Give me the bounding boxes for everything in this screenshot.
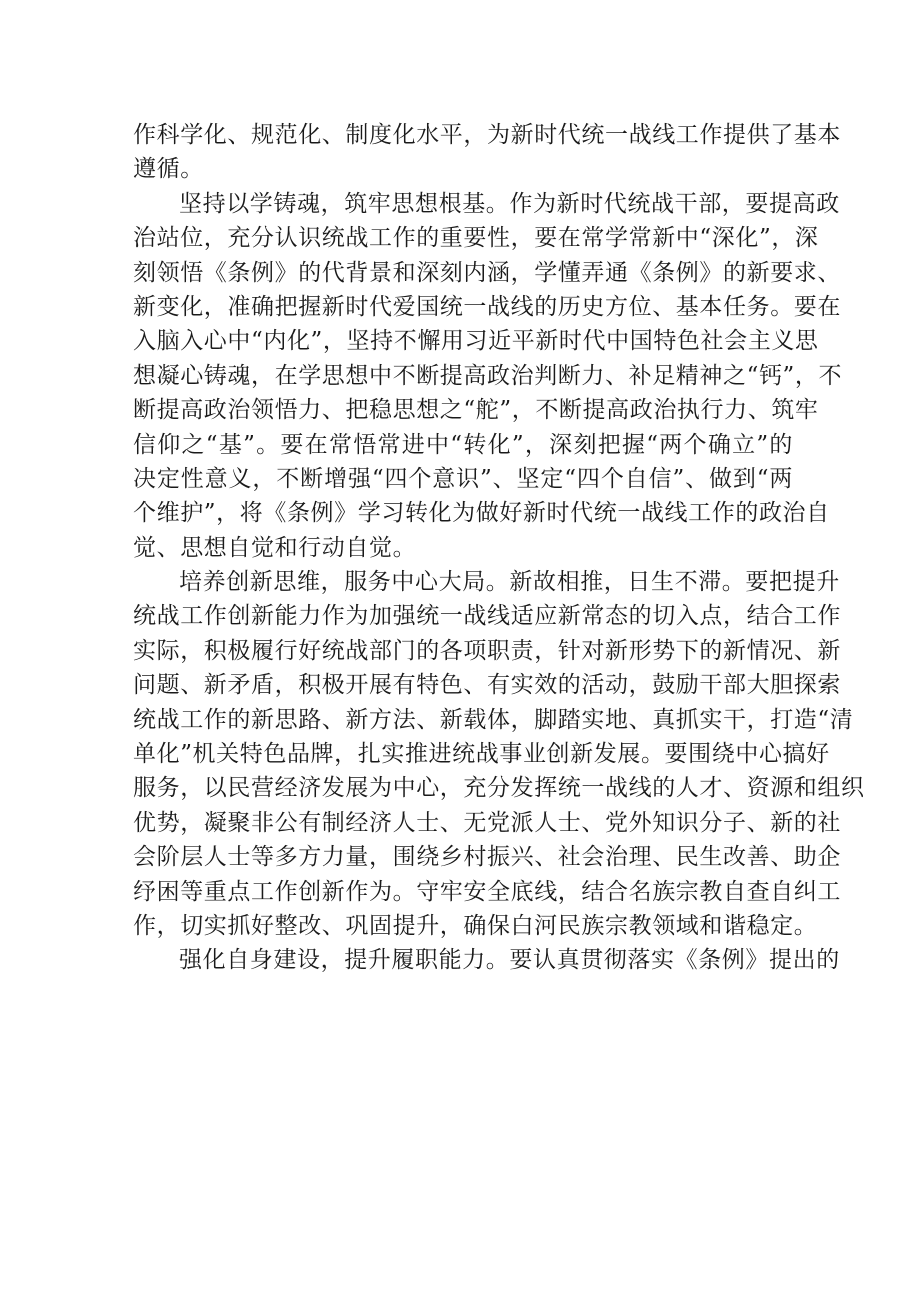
text-line: 纾困等重点工作创新作为。守牢安全底线，结合名族宗教自查自纠工 bbox=[133, 878, 841, 905]
text-line: 统战工作创新能力作为加强统一战线适应新常态的切入点，结合工作 bbox=[133, 603, 841, 630]
text-line: 优势，凝聚非公有制经济人士、无党派人士、党外知识分子、新的社 bbox=[133, 809, 841, 836]
text-line: 想凝心铸魂，在学思想中不断提高政治判断力、补足精神之“钙”，不 bbox=[133, 362, 843, 389]
paragraph bbox=[133, 565, 865, 943]
text-line: 单化”机关特色品牌，扎实推进统战事业创新发展。要围绕中心搞好 bbox=[133, 741, 830, 768]
text-line: 刻领悟《条例》的代背景和深刻内涵，学懂弄通《条例》的新要求、 bbox=[133, 259, 841, 286]
text-line: 遵循。 bbox=[133, 156, 204, 183]
text-line: 培养创新思维，服务中心大局。新故相推，日生不滞。要把提升 bbox=[179, 569, 840, 596]
text-line: 信仰之“基”。要在常悟常进中“转化”，深刻把握“两个确立”的 bbox=[133, 431, 793, 458]
text-line: 作科学化、规范化、制度化水平，为新时代统一战线工作提供了基本 bbox=[133, 122, 841, 148]
text-line: 统战工作的新思路、新方法、新载体，脚踏实地、真抓实干，打造“清 bbox=[133, 706, 854, 733]
text-line: 强化自身建设，提升履职能力。要认真贯彻落实《条例》提出的 bbox=[179, 947, 840, 974]
text-line: 断提高政治领悟力、把稳思想之“舵”，不断提高政治执行力、筑牢 bbox=[133, 397, 819, 424]
text-line: 新变化，准确把握新时代爱国统一战线的历史方位、基本任务。要在 bbox=[133, 293, 841, 320]
paragraph bbox=[133, 118, 841, 187]
text-line: 决定性意义，不断增强“四个意识”、坚定“四个自信”、做到“两 bbox=[133, 465, 793, 492]
text-line: 个维护”，将《条例》学习转化为做好新时代统一战线工作的政治自 bbox=[133, 500, 830, 527]
text-line: 问题、新矛盾，积极开展有特色、有实效的活动，鼓励干部大胆探索 bbox=[133, 672, 841, 699]
text-line: 觉、思想自觉和行动自觉。 bbox=[133, 534, 417, 561]
text-line: 服务，以民营经济发展为中心，充分发挥统一战线的人才、资源和组织 bbox=[133, 775, 865, 802]
text-line: 会阶层人士等多方力量，围绕乡村振兴、社会治理、民生改善、助企 bbox=[133, 844, 841, 871]
text-line: 实际，积极履行好统战部门的各项职责，针对新形势下的新情况、新 bbox=[133, 637, 841, 664]
paragraph bbox=[133, 187, 843, 565]
text-line: 坚持以学铸魂，筑牢思想根基。作为新时代统战干部，要提高政 bbox=[179, 190, 840, 217]
paragraph bbox=[133, 943, 840, 977]
document-body bbox=[133, 118, 865, 978]
text-line: 治站位，充分认识统战工作的重要性，要在常学常新中“深化”，深 bbox=[133, 225, 819, 252]
text-line: 入脑入心中“内化”，坚持不懈用习近平新时代中国特色社会主义思 bbox=[133, 328, 819, 355]
text-line: 作，切实抓好整改、巩固提升，确保白河民族宗教领域和谐稳定。 bbox=[133, 912, 818, 939]
